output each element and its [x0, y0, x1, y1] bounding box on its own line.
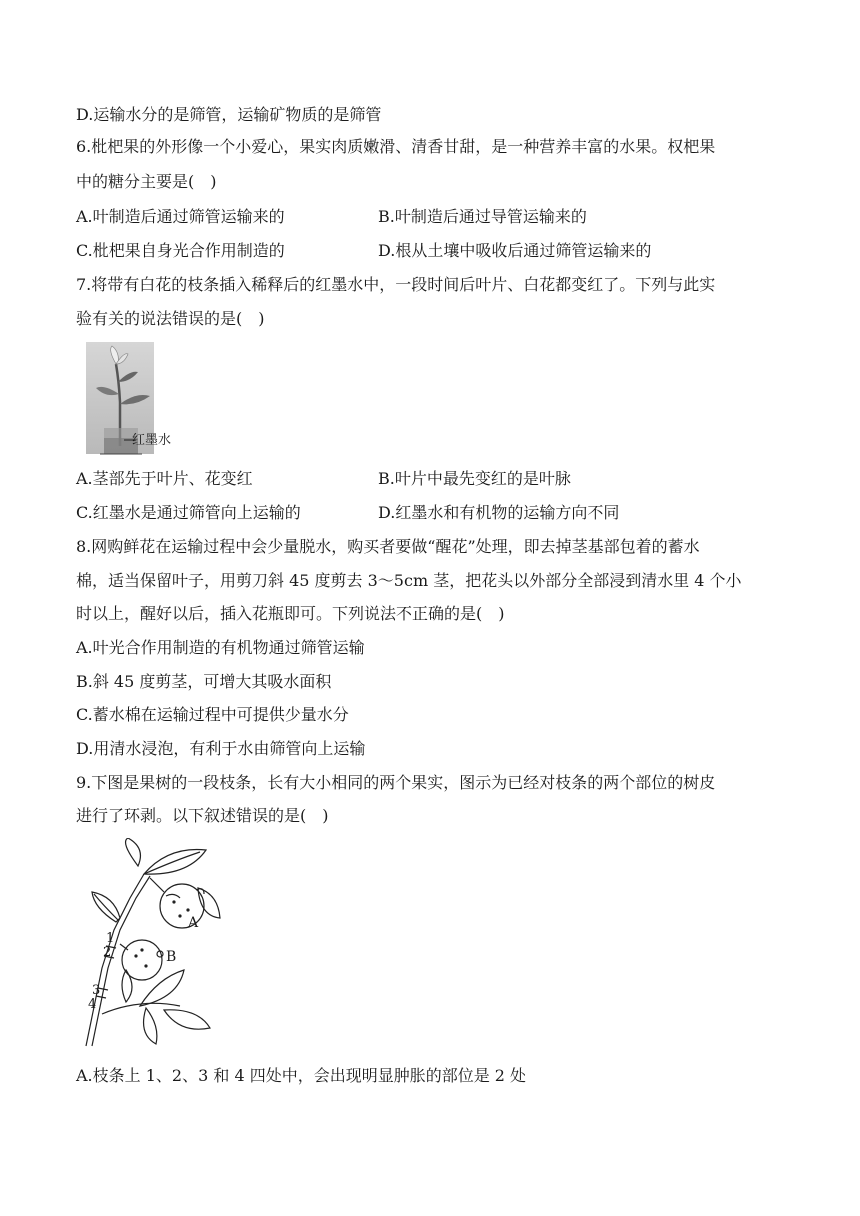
- q8-stem-line2: 棉，适当保留叶子，用剪刀斜 45 度剪去 3～5cm 茎，把花头以外部分全部浸到清水里 4 个小: [76, 571, 742, 590]
- q6-option-d: D.根从土壤中吸收后通过筛管运输来的: [378, 241, 652, 260]
- q6-option-c: C.枇杷果自身光合作用制造的: [76, 241, 285, 260]
- q7-stem-line2: 验有关的说法错误的是( ): [76, 309, 265, 328]
- q9-label-2: 2: [103, 945, 112, 960]
- q9-stem-line1: 9.下图是果树的一段枝条，长有大小相同的两个果实，图示为已经对枝条的两个部位的树皮: [76, 773, 716, 792]
- q9-label-3: 3: [92, 983, 101, 998]
- q8-option-d: D.用清水浸泡，有利于水由筛管向上运输: [76, 739, 366, 758]
- q9-label-1: 1: [106, 931, 115, 946]
- q8-option-b: B.斜 45 度剪茎，可增大其吸水面积: [76, 672, 332, 691]
- q7-option-d: D.红墨水和有机物的运输方向不同: [378, 503, 620, 522]
- q9-label-b: B: [166, 949, 177, 965]
- q9-label-a: A: [188, 915, 199, 931]
- q7-option-c: C.红墨水是通过筛管向上运输的: [76, 503, 301, 522]
- q9-option-a: A.枝条上 1、2、3 和 4 四处中，会出现明显肿胀的部位是 2 处: [76, 1066, 527, 1085]
- q7-figure-label: 红墨水: [132, 433, 172, 448]
- q7-option-b: B.叶片中最先变红的是叶脉: [378, 469, 571, 488]
- q6-option-b: B.叶制造后通过导管运输来的: [378, 207, 587, 226]
- q8-option-a: A.叶光合作用制造的有机物通过筛管运输: [76, 638, 365, 657]
- q9-stem-line2: 进行了环剥。以下叙述错误的是( ): [76, 806, 329, 825]
- q6-option-a: A.叶制造后通过筛管运输来的: [76, 207, 285, 226]
- q8-stem-line3: 时以上，醒好以后，插入花瓶即可。下列说法不正确的是( ): [76, 604, 505, 623]
- q7-option-a: A.茎部先于叶片、花变红: [76, 469, 253, 488]
- q6-stem-line1: 6.枇杷果的外形像一个小爱心，果实肉质嫩滑、清香甘甜，是一种营养丰富的水果。权杷果: [76, 137, 716, 156]
- q9-label-4: 4: [88, 997, 97, 1012]
- q8-stem-line1: 8.网购鲜花在运输过程中会少量脱水，购买者要做“醒花”处理，即去掉茎基部包着的蓄水: [76, 537, 700, 556]
- q7-stem-line1: 7.将带有白花的枝条插入稀释后的红墨水中，一段时间后叶片、白花都变红了。下列与此实: [76, 275, 716, 294]
- q6-stem-line2: 中的糖分主要是( ): [76, 172, 217, 191]
- q5-option-d: D.运输水分的是筛管，运输矿物质的是筛管: [76, 105, 382, 124]
- q8-option-c: C.蓄水棉在运输过程中可提供少量水分: [76, 705, 349, 724]
